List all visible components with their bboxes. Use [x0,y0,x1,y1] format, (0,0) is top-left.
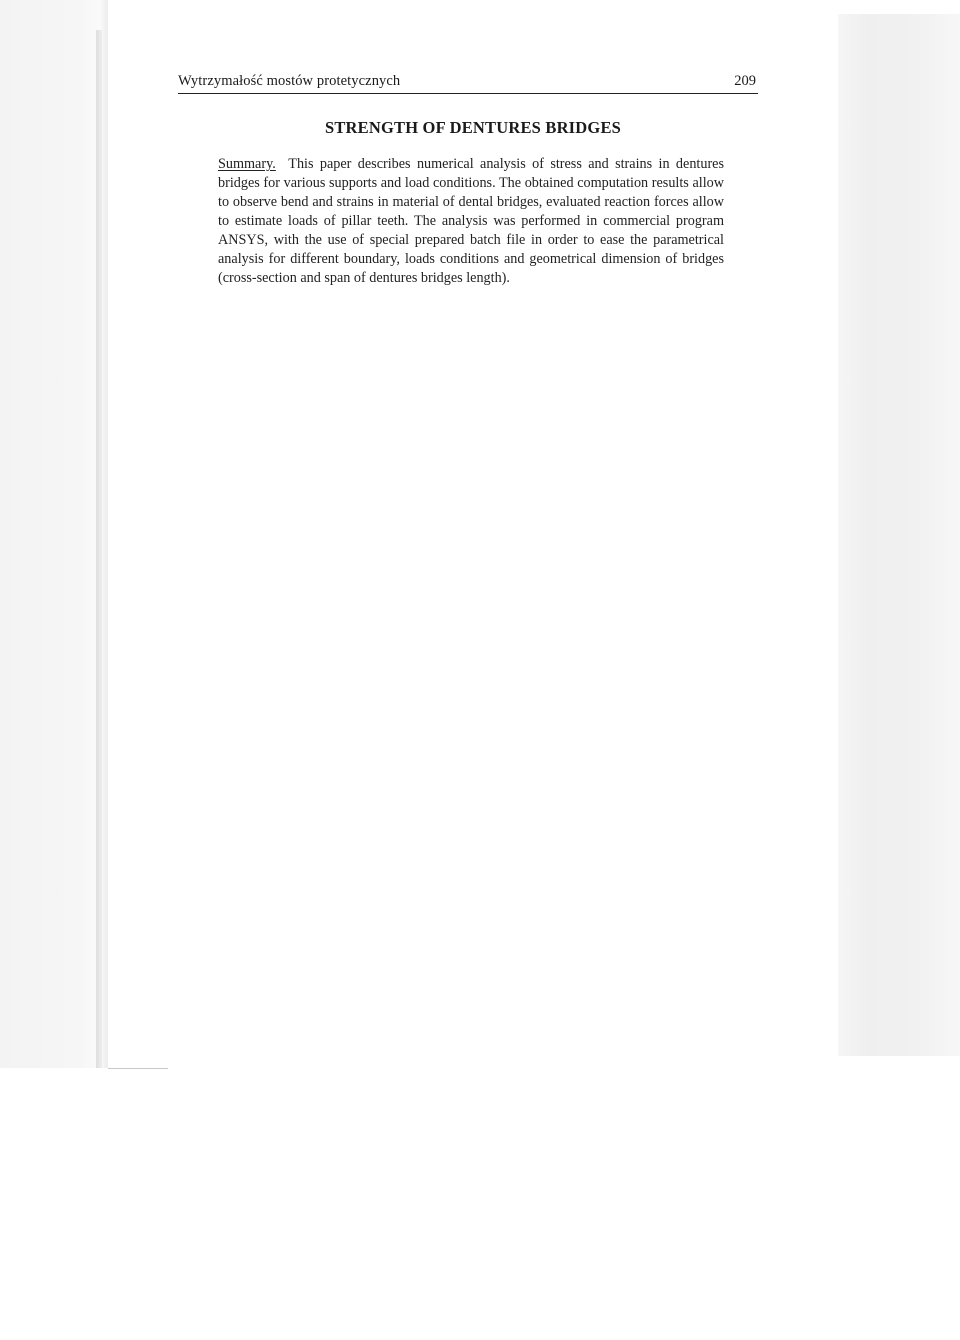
paper-title: STRENGTH OF DENTURES BRIDGES [324,118,622,137]
running-title: Wytrzymałość mostów protetycznych [178,73,401,89]
page-number: 209 [734,73,756,89]
summary-paragraph [218,155,724,288]
bottom-scan-edge [108,1068,168,1069]
running-header [178,73,758,94]
summary-label: Summary. [218,156,276,172]
bottom-margin [0,1068,960,1340]
left-scan-edge [96,30,102,1070]
right-scan-shadow [838,14,960,1056]
summary-text: This paper describes numerical analysis of stress and strains in dentures bridges for various supports and load conditions. The obtained computation results allow to observe bend and strains in material of dental bridges, evaluated reaction forces allow to estimate loads of pillar teeth. The analysis was performed in commercial program ANSYS, with the use of special prepared batch file in order to ease the parametrical analysis for different boundary, loads conditions and geometrical dimension of bridges (cross-section and span of dentures bridges length). [218,156,724,286]
